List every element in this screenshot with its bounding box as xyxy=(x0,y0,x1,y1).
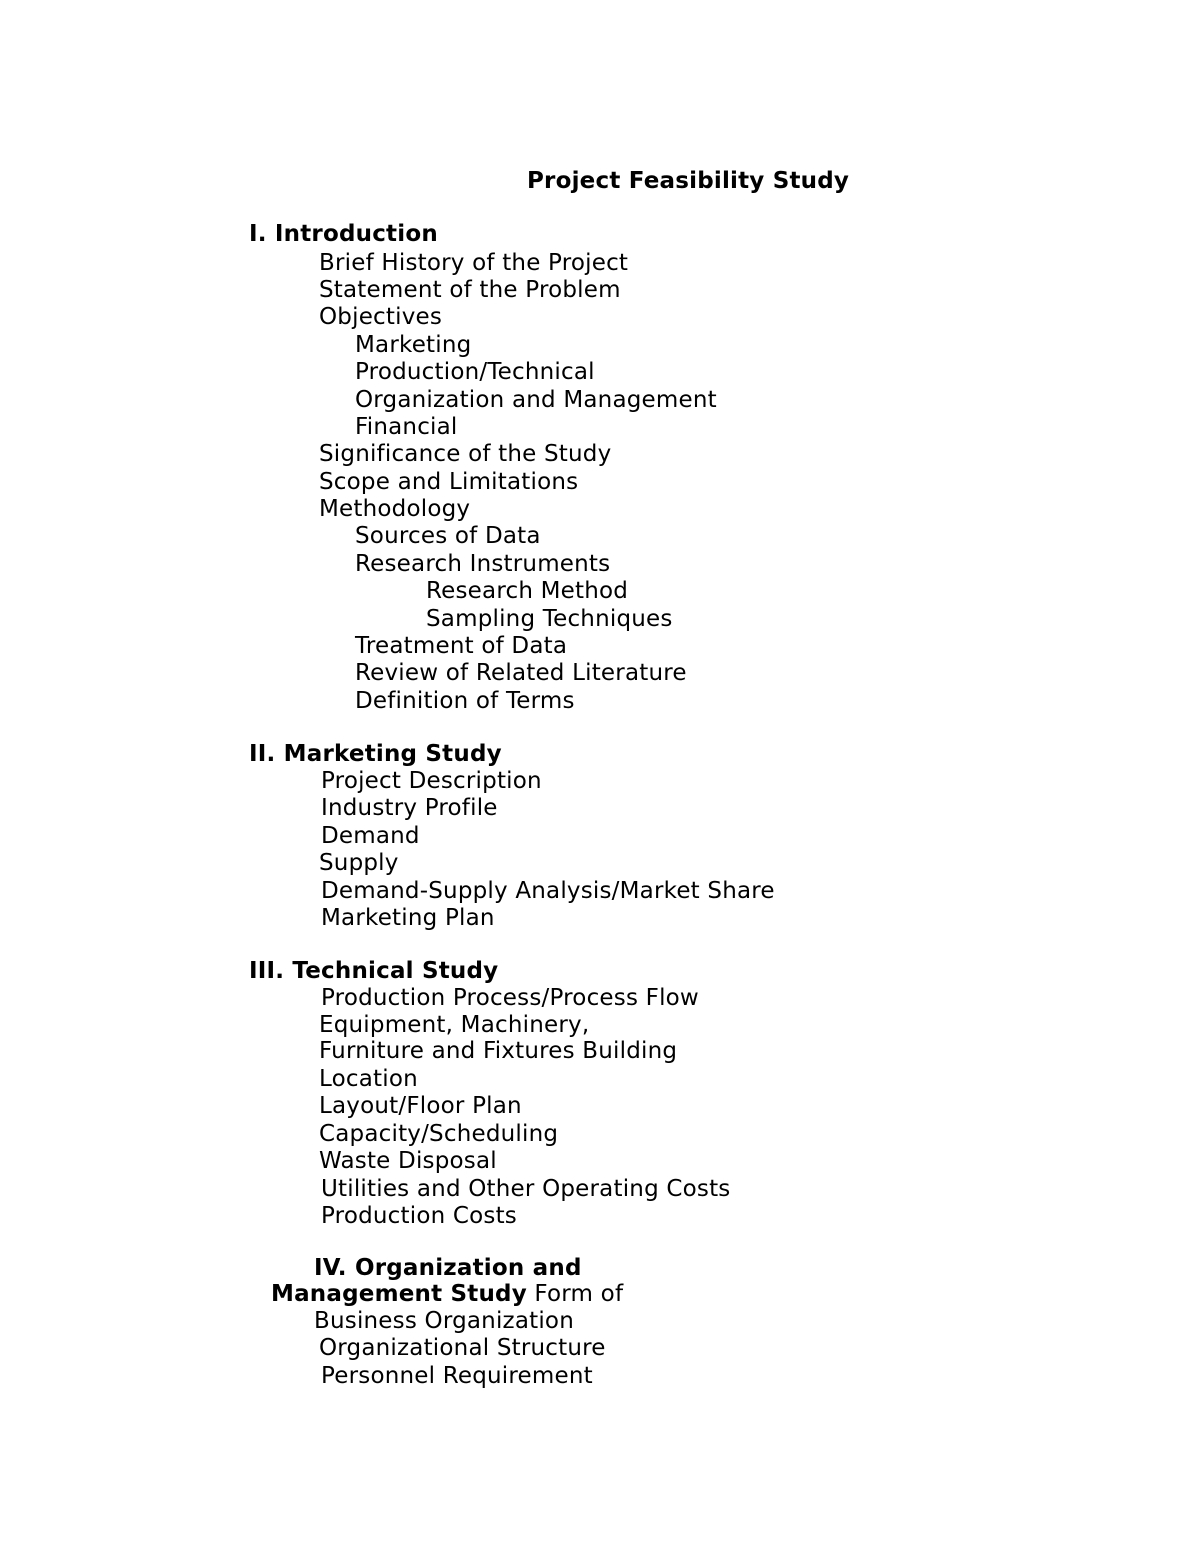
outline-item: Objectives xyxy=(319,304,443,330)
section-heading-marketing-study: II. Marketing Study xyxy=(249,741,502,767)
outline-item: Utilities and Other Operating Costs xyxy=(321,1176,731,1202)
section-heading-organization-line2 xyxy=(271,1281,623,1308)
outline-item: Waste Disposal xyxy=(319,1148,497,1174)
outline-subitem: Definition of Terms xyxy=(355,688,575,714)
document-title: Project Feasibility Study xyxy=(527,168,850,194)
outline-subitem: Research Instruments xyxy=(355,551,611,577)
outline-item: Layout/Floor Plan xyxy=(319,1093,522,1119)
outline-item: Marketing Plan xyxy=(321,905,495,931)
outline-item: Location xyxy=(319,1066,418,1092)
outline-item: Project Description xyxy=(321,768,542,794)
section-heading-organization-bold: Management Study xyxy=(271,1281,527,1307)
outline-item: Statement of the Problem xyxy=(319,277,621,303)
outline-item: Capacity/Scheduling xyxy=(319,1121,559,1147)
outline-item: Brief History of the Project xyxy=(319,250,629,276)
outline-subitem: Marketing xyxy=(355,332,472,358)
outline-item: Industry Profile xyxy=(321,795,498,821)
outline-subitem: Financial xyxy=(355,414,458,440)
outline-item: Demand xyxy=(321,823,420,849)
section-heading-technical-study: III. Technical Study xyxy=(249,958,499,984)
outline-item: Business Organization xyxy=(314,1308,574,1334)
section-heading-organization-rest: Form of xyxy=(526,1281,624,1307)
outline-subitem: Production/Technical xyxy=(355,359,595,385)
outline-item: Production Costs xyxy=(321,1203,517,1229)
outline-item: Methodology xyxy=(319,496,471,522)
outline-item: Furniture and Fixtures Building xyxy=(319,1038,678,1064)
outline-item: Organizational Structure xyxy=(319,1335,606,1361)
outline-item: Production Process/Process Flow xyxy=(321,985,699,1011)
outline-item: Personnel Requirement xyxy=(321,1363,593,1389)
outline-subitem: Review of Related Literature xyxy=(355,660,687,686)
outline-subitem: Treatment of Data xyxy=(355,633,568,659)
outline-item: Equipment, Machinery, xyxy=(319,1012,590,1038)
outline-subitem: Sources of Data xyxy=(355,523,541,549)
outline-subsubitem: Sampling Techniques xyxy=(426,606,673,632)
outline-subitem: Organization and Management xyxy=(355,387,717,413)
outline-item: Demand-Supply Analysis/Market Share xyxy=(321,878,775,904)
outline-item: Supply xyxy=(319,850,399,876)
outline-item: Significance of the Study xyxy=(319,441,612,467)
outline-item: Scope and Limitations xyxy=(319,469,579,495)
outline-subsubitem: Research Method xyxy=(426,578,629,604)
section-heading-introduction: I. Introduction xyxy=(249,221,438,247)
section-heading-organization-line1: IV. Organization and xyxy=(314,1255,582,1281)
